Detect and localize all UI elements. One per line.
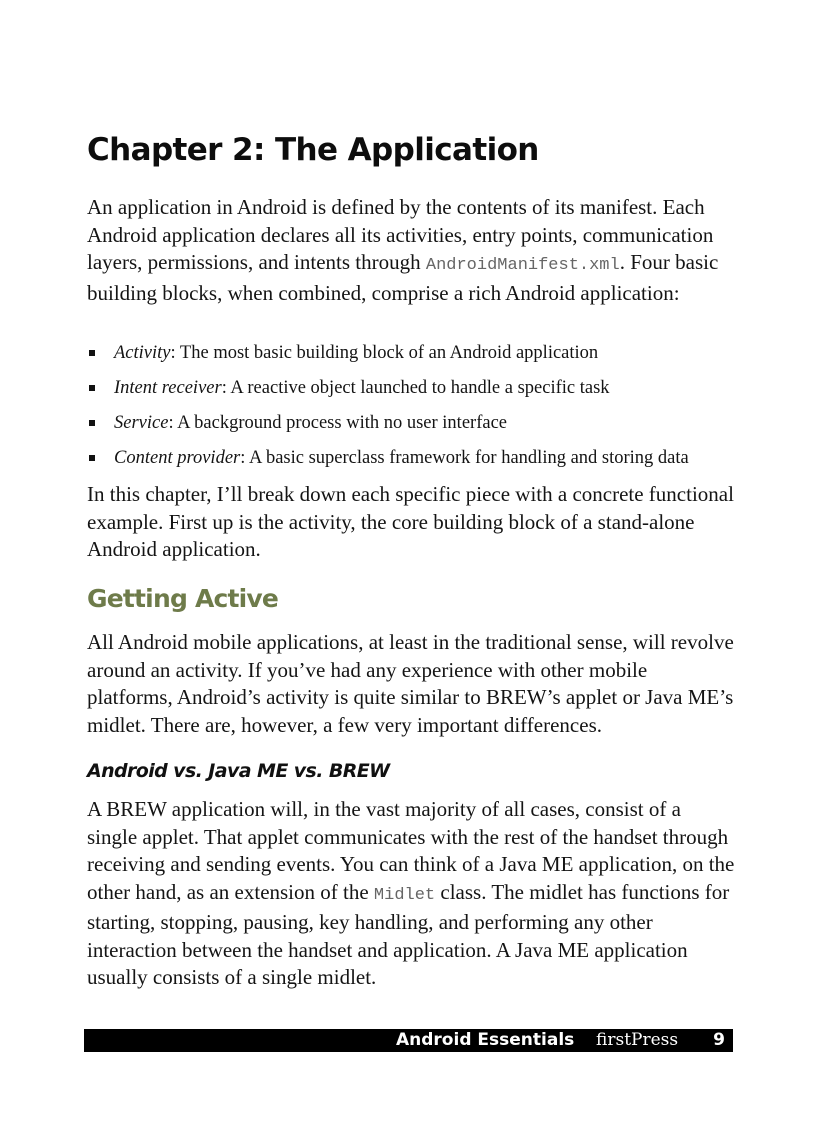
section-heading-getting-active: Getting Active: [87, 584, 279, 613]
block-term: Content provider: [114, 448, 241, 468]
square-bullet-icon: [89, 350, 95, 356]
footer-book-title: Android Essentials: [396, 1030, 575, 1050]
list-item: [87, 375, 737, 410]
square-bullet-icon: [89, 420, 95, 426]
getting-active-paragraph: All Android mobile applications, at least in the traditional sense, will revolve around an activity. If you’ve had any experience with other mobile platforms, Android’s activity is quite similar to BREW’s applet or Java ME’s midlet. There are, however, a few very important differences.: [87, 630, 734, 737]
manifest-filename-code: AndroidManifest.xml: [425, 256, 620, 275]
block-description: : A reactive object launched to handle a specific task: [221, 378, 610, 398]
subsection-heading-comparison: Android vs. Java ME vs. BREW: [87, 760, 390, 782]
block-description: : The most basic building block of an Android application: [170, 343, 599, 363]
block-term: Service: [114, 413, 169, 433]
midlet-class-code: Midlet: [373, 885, 436, 905]
intro-paragraph: [87, 194, 735, 307]
chapter-title: Chapter 2: The Application: [87, 132, 539, 168]
list-item: [87, 445, 737, 480]
comparison-text-end: class. The midlet has functions for starting, stopping, pausing, key handling, and performing any other interaction between the handset and application. A Java ME application usually consists of a single midlet.: [87, 879, 730, 989]
block-term: Intent receiver: [114, 378, 222, 398]
list-item: [87, 410, 737, 445]
book-page: [87, 0, 737, 1123]
comparison-paragraph: [87, 796, 735, 992]
comparison-text-start: A BREW application will, in the vast majority of all cases, consist of a single applet. That applet communicates with the rest of the handset through receiving and sending events. You can think of a Java ME application, on the other hand, as an extension of the: [87, 797, 735, 904]
intro-text-end: . Four basic building blocks, when combined, comprise a rich Android application:: [87, 250, 719, 305]
footer-publisher-brand: firstPress: [596, 1030, 679, 1050]
block-description: : A background process with no user interface: [168, 413, 507, 433]
list-item: [87, 340, 737, 375]
page-footer: [84, 1029, 733, 1052]
square-bullet-icon: [89, 455, 95, 461]
intro-text-start: An application in Android is defined by the contents of its manifest. Each Android application declares all its activities, entry points, communication layers, permissions, and intents through: [87, 195, 714, 274]
building-blocks-list: [87, 340, 737, 480]
chapter-overview-paragraph: In this chapter, I’ll break down each specific piece with a concrete functional example. First up is the activity, the core building block of a stand-alone Android application.: [87, 482, 734, 561]
block-description: : A basic superclass framework for handling and storing data: [240, 448, 689, 468]
page-number: 9: [713, 1030, 725, 1050]
block-term: Activity: [114, 343, 171, 363]
square-bullet-icon: [89, 385, 95, 391]
